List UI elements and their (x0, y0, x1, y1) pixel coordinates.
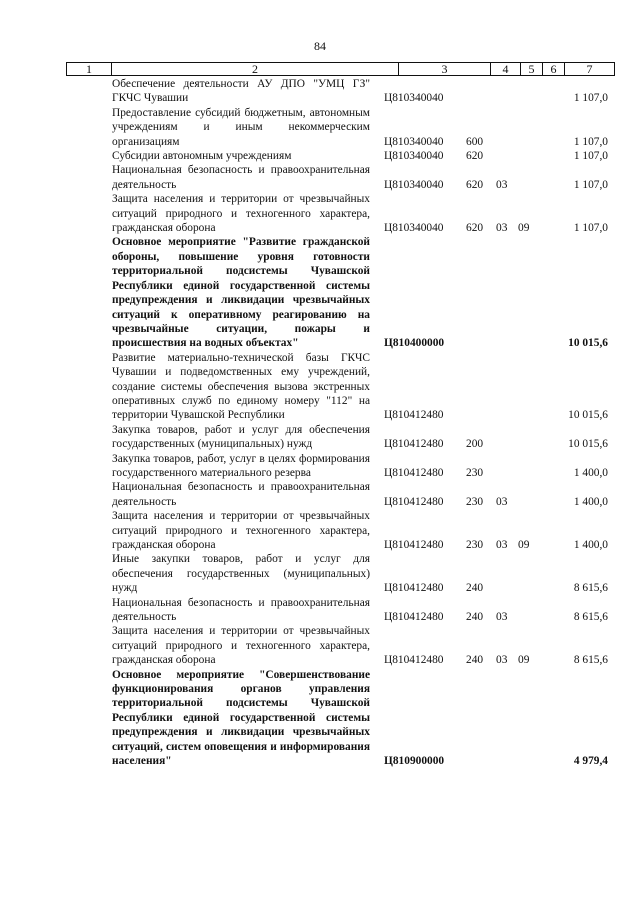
column-header-7: 7 (565, 63, 615, 76)
row-amount: 10 015,6 (568, 337, 608, 350)
row-section: 03 (496, 611, 508, 624)
row-amount: 1 107,0 (573, 178, 608, 191)
column-header-5: 5 (521, 63, 543, 76)
row-expense-type: 620 (466, 178, 484, 191)
table-row (0, 552, 640, 595)
row-amount: 1 107,0 (573, 92, 608, 105)
table-row (0, 452, 640, 481)
column-header-table (66, 62, 615, 76)
row-section: 03 (496, 654, 508, 667)
row-section: 03 (496, 539, 508, 551)
table-row (0, 77, 640, 106)
row-expense-type: 230 (466, 495, 484, 508)
row-amount: 1 400,0 (573, 495, 608, 508)
row-subsection: 09 (518, 539, 530, 551)
row-amount: 1 400,0 (573, 466, 608, 479)
table-row (0, 106, 640, 149)
row-expense-type: 240 (466, 654, 484, 667)
row-code: Ц810412480 (384, 611, 444, 624)
row-name: Закупка товаров, работ, услуг в целях формирования государственного материального резерва (112, 452, 370, 479)
row-section: 03 (496, 495, 508, 508)
row-amount: 8 615,6 (573, 654, 608, 667)
table-row (0, 235, 640, 350)
row-name: Субсидии автономным учреждениям (112, 150, 292, 163)
table-row (0, 163, 640, 192)
column-header-6: 6 (543, 63, 565, 76)
row-code: Ц810340040 (384, 150, 444, 163)
row-amount: 10 015,6 (568, 438, 608, 451)
row-name: Иные закупки товаров, работ и услуг для обеспечения государственных (муниципальных) нужд (112, 553, 370, 595)
row-subsection: 09 (518, 222, 530, 235)
table-row (0, 351, 640, 423)
table-row (0, 480, 640, 509)
table-row (0, 596, 640, 625)
table-row (0, 149, 640, 163)
row-amount: 1 107,0 (573, 135, 608, 148)
row-name: Предоставление субсидий бюджетным, автономным учреждениям и иным некоммерческим организациям (112, 106, 370, 148)
column-header-3: 3 (399, 63, 491, 76)
row-code: Ц810412480 (384, 539, 444, 551)
row-expense-type: 600 (466, 135, 484, 148)
row-amount: 1 400,0 (573, 539, 608, 551)
row-expense-type: 200 (466, 438, 484, 451)
row-name: Национальная безопасность и правоохранительная деятельность (112, 164, 370, 191)
row-code: Ц810412480 (384, 582, 444, 595)
table-row (0, 624, 640, 667)
row-code: Ц810340040 (384, 135, 444, 148)
row-expense-type: 620 (466, 222, 484, 235)
row-expense-type: 620 (466, 150, 484, 163)
table-row (0, 192, 640, 235)
row-code: Ц810412480 (384, 654, 444, 667)
row-code: Ц810340040 (384, 92, 444, 105)
row-amount: 10 015,6 (568, 409, 608, 422)
table-row (0, 668, 640, 769)
row-code: Ц810900000 (384, 755, 445, 768)
row-amount: 4 979,4 (573, 755, 608, 768)
row-amount: 8 615,6 (573, 582, 608, 595)
row-name: Национальная безопасность и правоохранительная деятельность (112, 481, 370, 508)
row-name: Национальная безопасность и правоохранительная деятельность (112, 596, 370, 624)
row-code: Ц810412480 (384, 495, 444, 508)
row-section: 03 (496, 222, 508, 235)
row-subsection: 09 (518, 654, 530, 667)
row-name: Развитие материально-технической базы ГКЧС Чувашии и подведомственных ему учреждений, создание системы обеспечения вызова экстренных оперативных служб по единому номеру "112" на территории Чувашской Республики (112, 351, 370, 422)
row-expense-type: 240 (466, 582, 484, 595)
row-amount: 8 615,6 (573, 611, 608, 624)
page-number: 84 (314, 39, 326, 53)
row-name: Закупка товаров, работ и услуг для обеспечения государственных (муниципальных) нужд (112, 423, 370, 451)
row-name: Обеспечение деятельности АУ ДПО "УМЦ ГЗ" ГКЧС Чувашии (112, 78, 370, 105)
row-expense-type: 240 (466, 611, 484, 624)
row-name: Защита населения и территории от чрезвычайных ситуаций природного и техногенного характера, гражданская оборона (112, 193, 370, 235)
row-name: Защита населения и территории от чрезвычайных ситуаций природного и техногенного характера, гражданская оборона (112, 625, 370, 667)
row-code: Ц810340040 (384, 222, 444, 235)
row-name: Основное мероприятие "Развитие гражданской обороны, повышение уровня готовности территориальной подсистемы Чувашской Республики единой государственной системы предупреждения и ликвидации чрезвычайных ситуаций к оперативному реагированию на чрезвычайные ситуации, пожары и происшествия на водных объектах" (112, 236, 370, 350)
row-code: Ц810412480 (384, 466, 444, 479)
column-header-4: 4 (491, 63, 521, 76)
row-expense-type: 230 (466, 466, 484, 479)
row-code: Ц810340040 (384, 178, 444, 191)
row-code: Ц810400000 (384, 337, 445, 350)
column-header-2: 2 (112, 63, 399, 76)
row-expense-type: 230 (466, 539, 484, 551)
row-name: Защита населения и территории от чрезвычайных ситуаций природного и техногенного характера, гражданская оборона (112, 510, 370, 551)
row-name: Основное мероприятие "Совершенствование функционирования органов управления территориальной подсистемы Чувашской Республики единой государственной системы предупреждения и ликвидации чрезвычайных ситуаций, систем оповещения и информирования населения" (112, 668, 370, 768)
table-row (0, 509, 640, 552)
row-amount: 1 107,0 (573, 222, 608, 235)
row-code: Ц810412480 (384, 409, 444, 422)
column-header-1: 1 (67, 63, 112, 76)
budget-table-body (0, 77, 640, 769)
row-code: Ц810412480 (384, 438, 444, 451)
row-section: 03 (496, 178, 508, 191)
table-row (0, 423, 640, 452)
row-amount: 1 107,0 (573, 150, 608, 163)
